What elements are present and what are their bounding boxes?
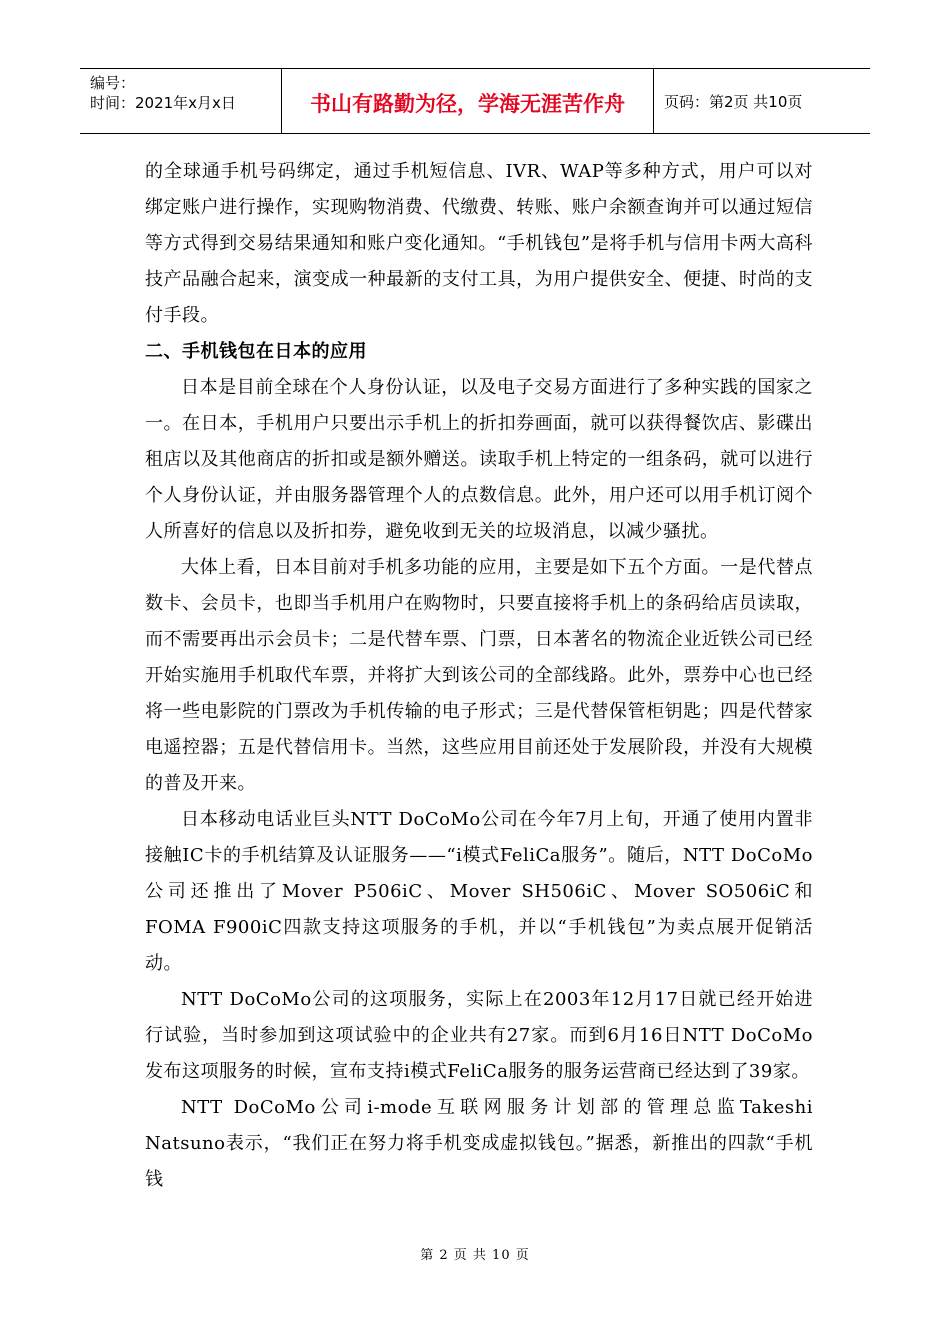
section-heading: 二、手机钱包在日本的应用: [145, 341, 367, 362]
paragraph: 大体上看，日本目前对手机多功能的应用，主要是如下五个方面。一是代替点数卡、会员卡，也即当手机用户在购物时，只要直接将手机上的条码给店员读取，而不需要再出示会员卡；二是代替车票、门票，日本著名的物流企业近铁公司已经开始实施用手机取代车票，并将扩大到该公司的全部线路。此外，票券中心也已经将一些电影院的门票改为手机传输的电子形式；三是代替保管柜钥匙；四是代替家电遥控器；五是代替信用卡。当然，这些应用目前还处于发展阶段，并没有大规模的普及开来。: [145, 557, 813, 794]
date-label: 时间：2021年x月x日: [90, 94, 236, 112]
header-meta: [80, 69, 282, 133]
page-header: [80, 68, 870, 134]
paragraph: NTT DoCoMo公司i-mode互联网服务计划部的管理总监Takeshi Natsuno表示，“我们正在努力将手机变成虚拟钱包。”据悉，新推出的四款“手机钱: [145, 1097, 813, 1190]
paragraph: 日本移动电话业巨头NTT DoCoMo公司在今年7月上旬，开通了使用内置非接触IC卡的手机结算及认证服务——“i模式FeliCa服务”。随后，NTT DoCoMo公司还推出了Mover P506iC、Mover SH506iC、Mover SO506iC和FOMA F900iC四款支持这项服务的手机，并以“手机钱包”为卖点展开促销活动。: [145, 809, 813, 974]
serial-number-label: 编号：: [90, 74, 136, 92]
page-footer: 第 2 页 共 10 页: [420, 1248, 530, 1263]
paragraph: NTT DoCoMo公司的这项服务，实际上在2003年12月17日就已经开始进行试验，当时参加到这项试验中的企业共有27家。而到6月16日NTT DoCoMo发布这项服务的时候，宣布支持i模式FeliCa服务的服务运营商已经达到了39家。: [145, 989, 813, 1082]
paragraph: 的全球通手机号码绑定，通过手机短信息、IVR、WAP等多种方式，用户可以对绑定账户进行操作，实现购物消费、代缴费、转账、账户余额查询并可以通过短信等方式得到交易结果通知和账户变化通知。“手机钱包”是将手机与信用卡两大高科技产品融合起来，演变成一种最新的支付工具，为用户提供安全、便捷、时尚的支付手段。: [145, 161, 813, 326]
document-body: [145, 154, 813, 1198]
paragraph: 日本是目前全球在个人身份认证，以及电子交易方面进行了多种实践的国家之一。在日本，手机用户只要出示手机上的折扣券画面，就可以获得餐饮店、影碟出租店以及其他商店的折扣或是额外赠送。读取手机上特定的一组条码，就可以进行个人身份认证，并由服务器管理个人的点数信息。此外，用户还可以用手机订阅个人所喜好的信息以及折扣券，避免收到无关的垃圾消息，以减少骚扰。: [145, 377, 813, 542]
header-motto: 书山有路勤为径，学海无涯苦作舟: [282, 69, 654, 133]
header-page-info: 页码：第2页 共10页: [664, 92, 803, 111]
